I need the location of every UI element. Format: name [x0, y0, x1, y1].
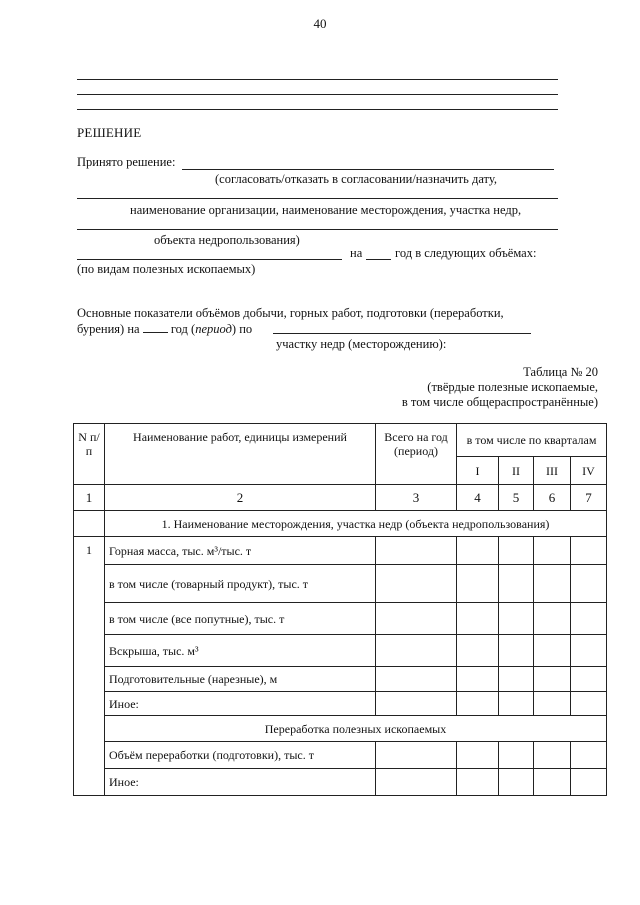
site-input-line[interactable]	[273, 333, 531, 334]
indicators-line-2	[77, 321, 252, 337]
header-quarter-2: II	[499, 457, 534, 485]
cell-input[interactable]	[376, 635, 457, 667]
cell-input[interactable]	[376, 742, 457, 769]
year-input-2[interactable]	[143, 321, 168, 333]
section-heading: РЕШЕНИЕ	[77, 125, 142, 140]
col-number-3: 3	[376, 485, 457, 511]
year-input-line-1[interactable]	[366, 259, 391, 260]
indicators-line-1: Основные показатели объёмов добычи, горных работ, подготовки (переработки,	[77, 306, 504, 320]
na-label: на	[350, 246, 363, 260]
row-label-processing-other: Иное:	[105, 769, 376, 796]
decision-label: Принято решение:	[77, 155, 176, 169]
volumes-table	[73, 423, 607, 796]
object-hint: объекта недропользования)	[154, 233, 300, 247]
indicators-period: период	[195, 322, 232, 336]
cell-input[interactable]	[376, 667, 457, 692]
col-number-4: 4	[457, 485, 499, 511]
col-number-5: 5	[499, 485, 534, 511]
cell-input[interactable]	[534, 769, 571, 796]
col-number-7: 7	[571, 485, 607, 511]
row-label-processing-volume: Объём переработки (подготовки), тыс. т	[105, 742, 376, 769]
cell-input[interactable]	[571, 565, 607, 603]
header-quarter-1: I	[457, 457, 499, 485]
cell-input[interactable]	[499, 667, 534, 692]
cell-input[interactable]	[457, 565, 499, 603]
cell-input[interactable]	[534, 603, 571, 635]
cell-input[interactable]	[457, 603, 499, 635]
cell-input[interactable]	[571, 742, 607, 769]
section-deposit-title: 1. Наименование месторождения, участка недр (объекта недропользования)	[105, 511, 607, 537]
header-name: Наименование работ, единицы измерений	[105, 424, 376, 485]
col-number-1: 1	[74, 485, 105, 511]
row-label-commodity: в том числе (товарный продукт), тыс. т	[105, 565, 376, 603]
cell-input[interactable]	[534, 667, 571, 692]
cell-input[interactable]	[376, 692, 457, 716]
indicators-after: ) по	[231, 322, 253, 336]
row-label-other: Иное:	[105, 692, 376, 716]
col-number-2: 2	[105, 485, 376, 511]
section-processing-title: Переработка полезных ископаемых	[105, 716, 607, 742]
organization-hint: наименование организации, наименование месторождения, участка недр,	[130, 203, 522, 217]
header-n: N п/п	[74, 424, 105, 485]
cell-input[interactable]	[534, 635, 571, 667]
cell-input[interactable]	[376, 769, 457, 796]
table-number: Таблица № 20	[523, 365, 598, 379]
cell-input[interactable]	[571, 537, 607, 565]
indicators-prefix: бурения) на	[77, 322, 140, 336]
row-label-overburden: Вскрыша, тыс. м³	[105, 635, 376, 667]
cell-input[interactable]	[499, 603, 534, 635]
table-caption-1: (твёрдые полезные ископаемые,	[427, 380, 598, 394]
cell-input[interactable]	[376, 565, 457, 603]
cell-input[interactable]	[499, 565, 534, 603]
row-label-rock-mass: Горная масса, тыс. м³/тыс. т	[105, 537, 376, 565]
cell-input[interactable]	[534, 565, 571, 603]
cell-input[interactable]	[376, 603, 457, 635]
cell-input[interactable]	[534, 742, 571, 769]
cell-input[interactable]	[457, 635, 499, 667]
header-total: Всего на год (период)	[376, 424, 457, 485]
col-number-6: 6	[534, 485, 571, 511]
blank-line-2[interactable]	[77, 94, 558, 95]
object-input-line[interactable]	[77, 229, 558, 230]
column-numbers-row	[74, 485, 607, 511]
indicators-year: год (	[170, 322, 196, 336]
minerals-hint: (по видам полезных ископаемых)	[77, 262, 256, 276]
cell-input[interactable]	[571, 769, 607, 796]
minerals-input-line[interactable]	[77, 259, 342, 260]
cell-input[interactable]	[499, 635, 534, 667]
cell-input[interactable]	[499, 692, 534, 716]
header-quarters-group: в том числе по кварталам	[457, 424, 607, 457]
decision-input-line[interactable]	[182, 169, 554, 170]
organization-input-line[interactable]	[77, 198, 558, 199]
row-label-associated: в том числе (все попутные), тыс. т	[105, 603, 376, 635]
cell-input[interactable]	[499, 537, 534, 565]
header-quarter-3: III	[534, 457, 571, 485]
cell-input[interactable]	[534, 692, 571, 716]
table-caption-2: в том числе общераспространённые)	[401, 395, 598, 409]
blank-line-1[interactable]	[77, 79, 558, 80]
row-number: 1	[74, 537, 105, 565]
cell-input[interactable]	[457, 742, 499, 769]
cell-input[interactable]	[534, 537, 571, 565]
cell-input[interactable]	[571, 635, 607, 667]
cell-input[interactable]	[571, 692, 607, 716]
blank-line-3[interactable]	[77, 109, 558, 110]
cell-input[interactable]	[457, 537, 499, 565]
year-text: год в следующих объёмах:	[395, 246, 537, 260]
cell-input[interactable]	[571, 603, 607, 635]
cell-input[interactable]	[457, 692, 499, 716]
row-label-preparatory: Подготовительные (нарезные), м	[105, 667, 376, 692]
cell-input[interactable]	[499, 769, 534, 796]
cell-input[interactable]	[571, 667, 607, 692]
cell-input[interactable]	[457, 769, 499, 796]
indicators-line-3: участку недр (месторождению):	[276, 337, 447, 351]
header-quarter-4: IV	[571, 457, 607, 485]
page-number: 40	[313, 16, 327, 31]
cell-input[interactable]	[499, 742, 534, 769]
cell-input[interactable]	[376, 537, 457, 565]
cell-input[interactable]	[457, 667, 499, 692]
decision-hint: (согласовать/отказать в согласовании/назначить дату,	[215, 172, 497, 186]
